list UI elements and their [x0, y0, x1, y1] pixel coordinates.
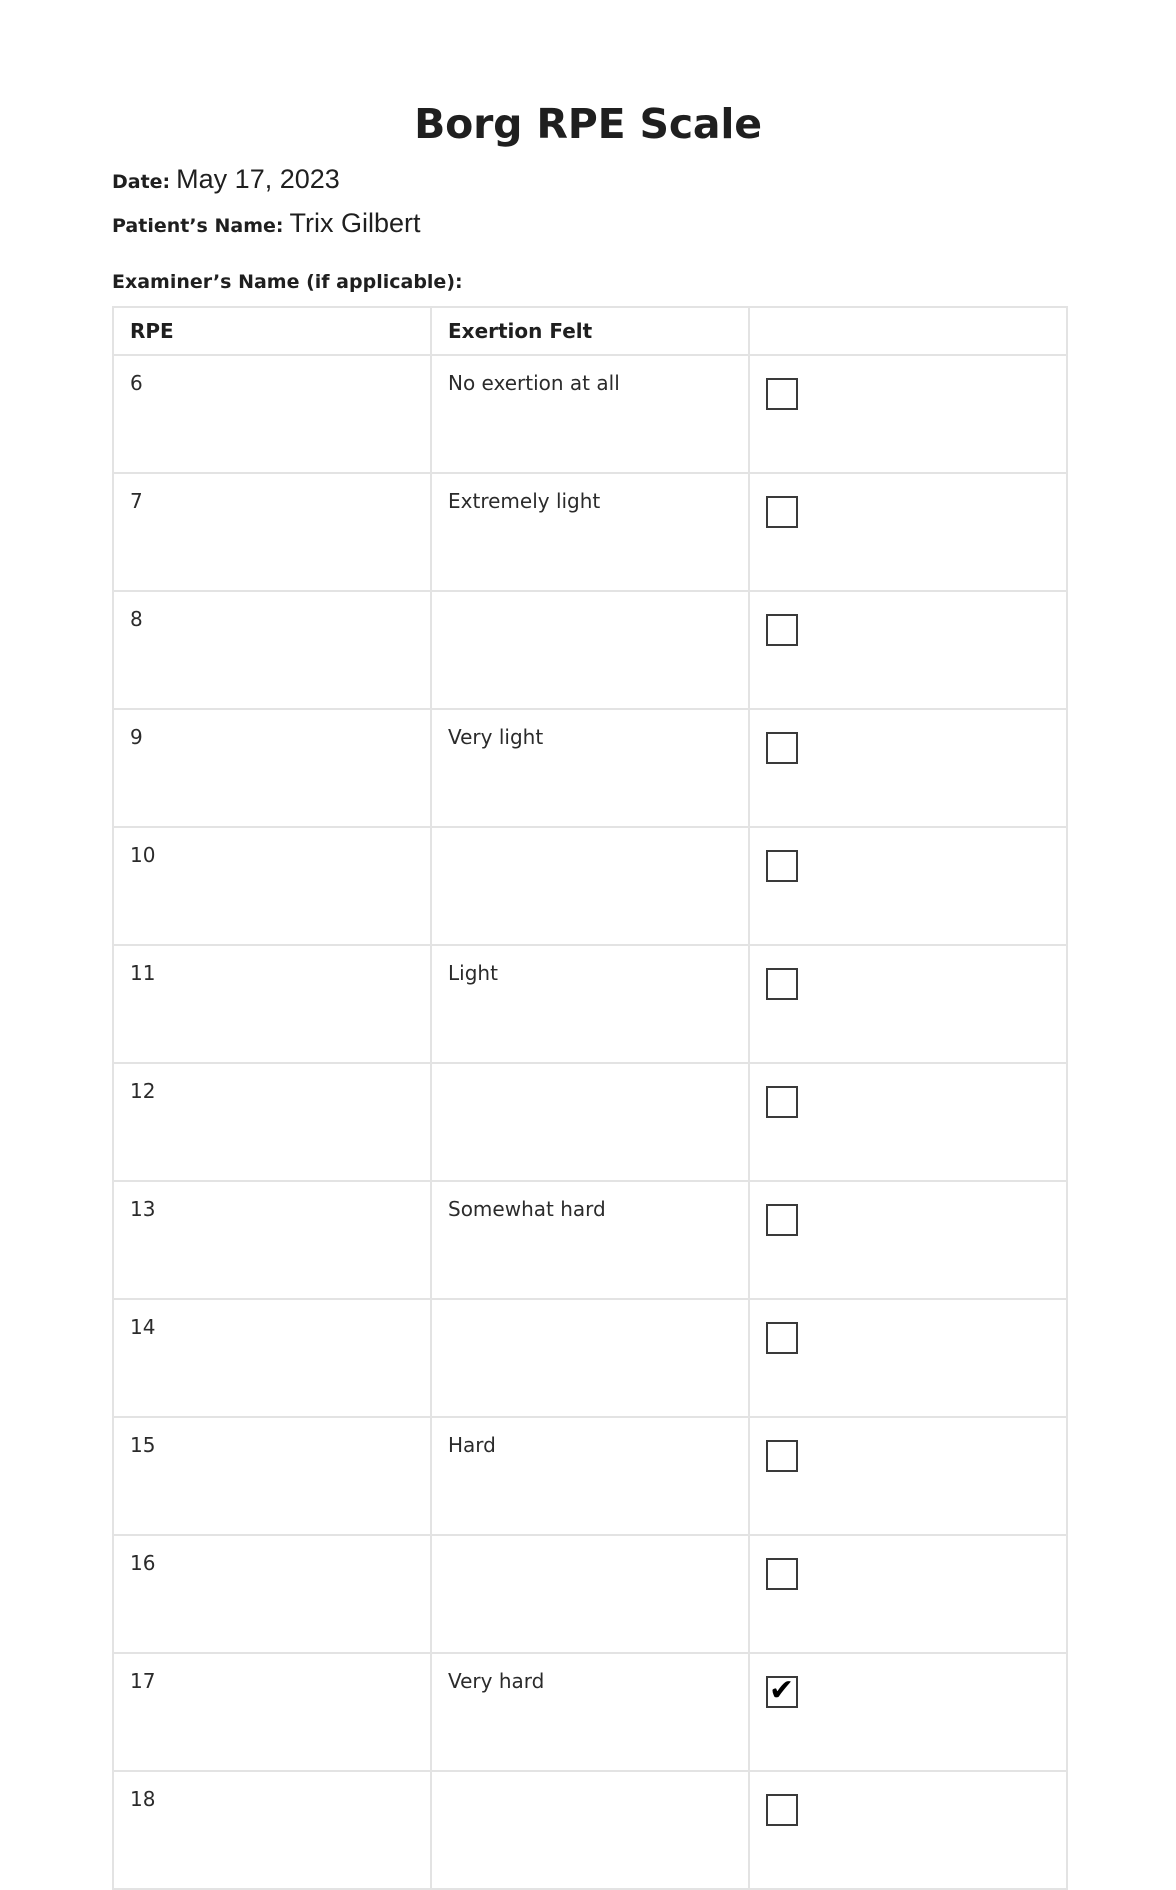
table-row — [113, 709, 1067, 827]
checkbox-cell — [749, 827, 1067, 945]
exertion-description — [431, 1063, 749, 1181]
page-title: Borg RPE Scale — [414, 100, 762, 148]
exertion-description — [431, 1771, 749, 1889]
rpe-checkbox[interactable] — [766, 1322, 798, 1354]
rpe-checkbox[interactable] — [766, 1673, 798, 1708]
rpe-value: 10 — [113, 827, 431, 945]
patient-name-label: Patient’s Name: — [112, 215, 284, 237]
examiner-name-field — [112, 264, 469, 295]
date-label: Date: — [112, 171, 171, 193]
rpe-checkbox[interactable] — [766, 1440, 798, 1472]
checkbox-cell — [749, 1299, 1067, 1417]
rpe-checkbox[interactable] — [766, 614, 798, 646]
patient-name-field — [112, 208, 421, 239]
checkbox-cell — [749, 473, 1067, 591]
header-selection — [749, 307, 1067, 355]
rpe-checkbox[interactable] — [766, 968, 798, 1000]
checkbox-cell — [749, 1653, 1067, 1771]
rpe-checkbox[interactable] — [766, 1558, 798, 1590]
checkbox-cell — [749, 709, 1067, 827]
table-row — [113, 945, 1067, 1063]
checkbox-cell — [749, 945, 1067, 1063]
rpe-table-container — [112, 306, 1066, 1811]
checkbox-cell — [749, 355, 1067, 473]
rpe-value: 12 — [113, 1063, 431, 1181]
table-row — [113, 1181, 1067, 1299]
checkbox-cell — [749, 591, 1067, 709]
header-exertion-felt: Exertion Felt — [431, 307, 749, 355]
rpe-value: 17 — [113, 1653, 431, 1771]
rpe-checkbox[interactable] — [766, 1794, 798, 1826]
table-row — [113, 473, 1067, 591]
date-value[interactable]: May 17, 2023 — [176, 164, 340, 194]
checkbox-cell — [749, 1417, 1067, 1535]
table-row — [113, 1653, 1067, 1771]
exertion-description — [431, 827, 749, 945]
exertion-description — [431, 1299, 749, 1417]
checkmark-icon: ✔ — [769, 1673, 795, 1708]
rpe-value: 6 — [113, 355, 431, 473]
rpe-checkbox[interactable] — [766, 850, 798, 882]
exertion-description: Very hard — [431, 1653, 749, 1771]
table-row — [113, 1299, 1067, 1417]
patient-name-value[interactable]: Trix Gilbert — [289, 208, 421, 238]
rpe-value: 9 — [113, 709, 431, 827]
exertion-description: No exertion at all — [431, 355, 749, 473]
rpe-value: 18 — [113, 1771, 431, 1889]
table-row — [113, 1417, 1067, 1535]
rpe-value: 11 — [113, 945, 431, 1063]
exertion-description — [431, 1535, 749, 1653]
exertion-description: Very light — [431, 709, 749, 827]
table-body — [113, 355, 1067, 1889]
rpe-checkbox[interactable] — [766, 378, 798, 410]
exertion-description: Somewhat hard — [431, 1181, 749, 1299]
table-row — [113, 355, 1067, 473]
checkbox-cell — [749, 1063, 1067, 1181]
examiner-name-label: Examiner’s Name (if applicable): — [112, 271, 463, 293]
rpe-checkbox[interactable] — [766, 732, 798, 764]
table-header-row — [113, 307, 1067, 355]
table-row — [113, 827, 1067, 945]
rpe-value: 7 — [113, 473, 431, 591]
rpe-value: 14 — [113, 1299, 431, 1417]
rpe-value: 16 — [113, 1535, 431, 1653]
date-field — [112, 164, 340, 195]
checkbox-cell — [749, 1771, 1067, 1889]
exertion-description: Light — [431, 945, 749, 1063]
table-row — [113, 1535, 1067, 1653]
rpe-value: 13 — [113, 1181, 431, 1299]
table-row — [113, 1771, 1067, 1889]
exertion-description: Extremely light — [431, 473, 749, 591]
header-rpe: RPE — [113, 307, 431, 355]
rpe-checkbox[interactable] — [766, 496, 798, 528]
checkbox-cell — [749, 1181, 1067, 1299]
exertion-description: Hard — [431, 1417, 749, 1535]
table-row — [113, 1063, 1067, 1181]
rpe-value: 8 — [113, 591, 431, 709]
exertion-description — [431, 591, 749, 709]
table-row — [113, 591, 1067, 709]
rpe-checkbox[interactable] — [766, 1086, 798, 1118]
rpe-checkbox[interactable] — [766, 1204, 798, 1236]
checkbox-cell — [749, 1535, 1067, 1653]
rpe-table — [112, 306, 1068, 1890]
rpe-value: 15 — [113, 1417, 431, 1535]
